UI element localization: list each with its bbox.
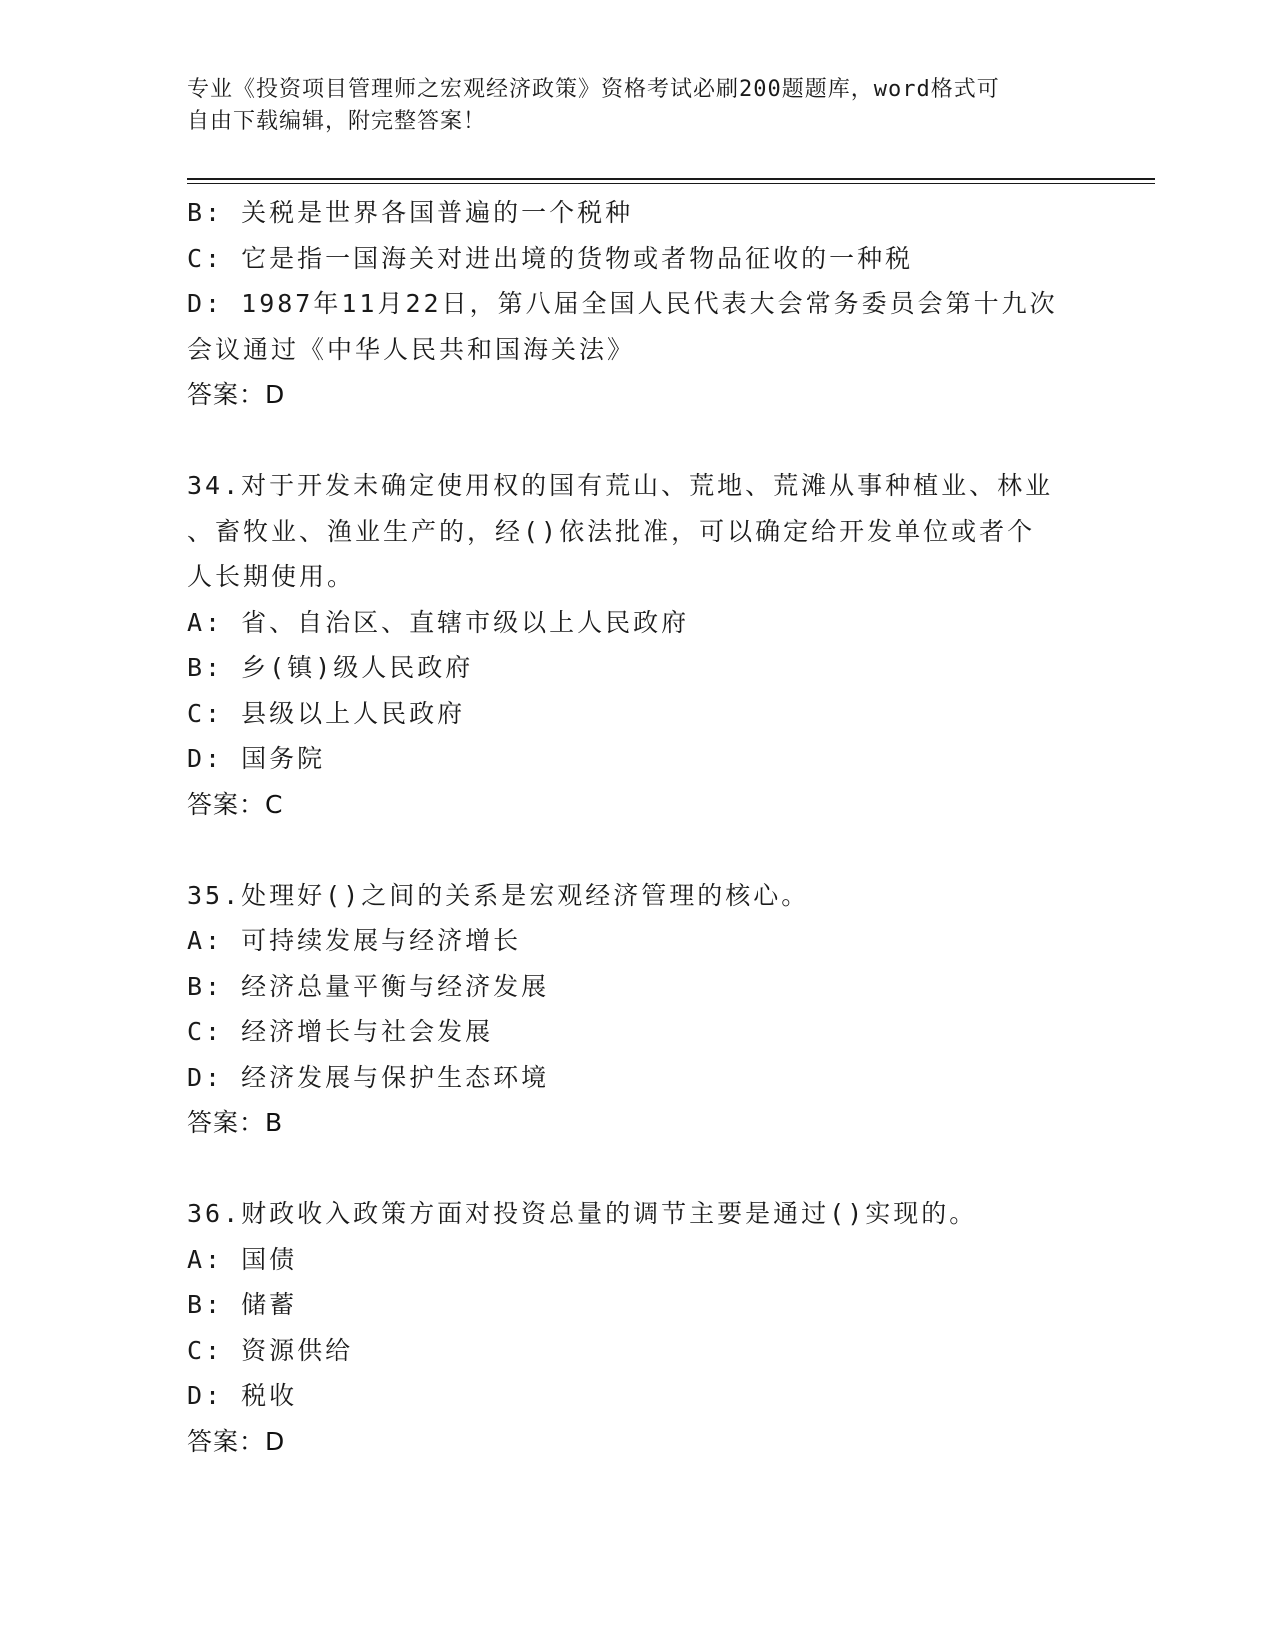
question-36 — [187, 1191, 1087, 1464]
header-divider — [187, 178, 1155, 180]
option-c: C: 它是指一国海关对进出境的货物或者物品征收的一种税 — [187, 243, 914, 273]
option-a: A: 省、自治区、直辖市级以上人民政府 — [187, 607, 690, 637]
option-b: B: 关税是世界各国普遍的一个税种 — [187, 198, 634, 227]
question-33 — [187, 190, 1087, 418]
option-c: C: 资源供给 — [187, 1335, 354, 1365]
spacer — [187, 418, 1087, 464]
page-header — [187, 74, 1087, 138]
question-35 — [187, 873, 1087, 1146]
option-d: D: 经济发展与保护生态环境 — [187, 1062, 550, 1092]
option-d: D: 国务院 — [187, 744, 326, 773]
answer-line: 答案：D — [187, 380, 286, 409]
option-b: B: 储蓄 — [187, 1290, 298, 1319]
option-b: B: 乡(镇)级人民政府 — [187, 653, 474, 682]
header-line-1: 专业《投资项目管理师之宏观经济政策》资格考试必刷200题题库，word格式可 — [187, 77, 1000, 102]
option-d: D: 1987年11月22日，第八届全国人民代表大会常务委员会第十九次 — [187, 289, 1058, 318]
header-line-2: 自由下载编辑，附完整答案！ — [187, 109, 487, 134]
question-stem: 36.财政收入政策方面对投资总量的调节主要是通过()实现的。 — [187, 1199, 978, 1228]
question-stem-continued: 、畜牧业、渔业生产的，经()依法批准，可以确定给开发单位或者个 — [187, 516, 1036, 546]
option-a: A: 国债 — [187, 1244, 298, 1274]
option-a: A: 可持续发展与经济增长 — [187, 926, 522, 955]
option-c: C: 县级以上人民政府 — [187, 698, 466, 728]
header-divider-thin — [187, 183, 1155, 184]
question-stem-continued: 人长期使用。 — [187, 562, 356, 591]
question-list — [187, 190, 1087, 1464]
answer-line: 答案：C — [187, 789, 284, 819]
question-stem: 35.处理好()之间的关系是宏观经济管理的核心。 — [187, 880, 810, 910]
question-34 — [187, 463, 1087, 827]
answer-line: 答案：D — [187, 1426, 286, 1456]
option-c: C: 经济增长与社会发展 — [187, 1017, 494, 1046]
option-d: D: 税收 — [187, 1381, 298, 1410]
answer-line: 答案：B — [187, 1108, 284, 1137]
option-b: B: 经济总量平衡与经济发展 — [187, 971, 550, 1001]
option-d-continued: 会议通过《中华人民共和国海关法》 — [187, 334, 636, 364]
spacer — [187, 1146, 1087, 1192]
question-stem: 34.对于开发未确定使用权的国有荒山、荒地、荒滩从事种植业、林业 — [187, 471, 1054, 500]
spacer — [187, 827, 1087, 873]
